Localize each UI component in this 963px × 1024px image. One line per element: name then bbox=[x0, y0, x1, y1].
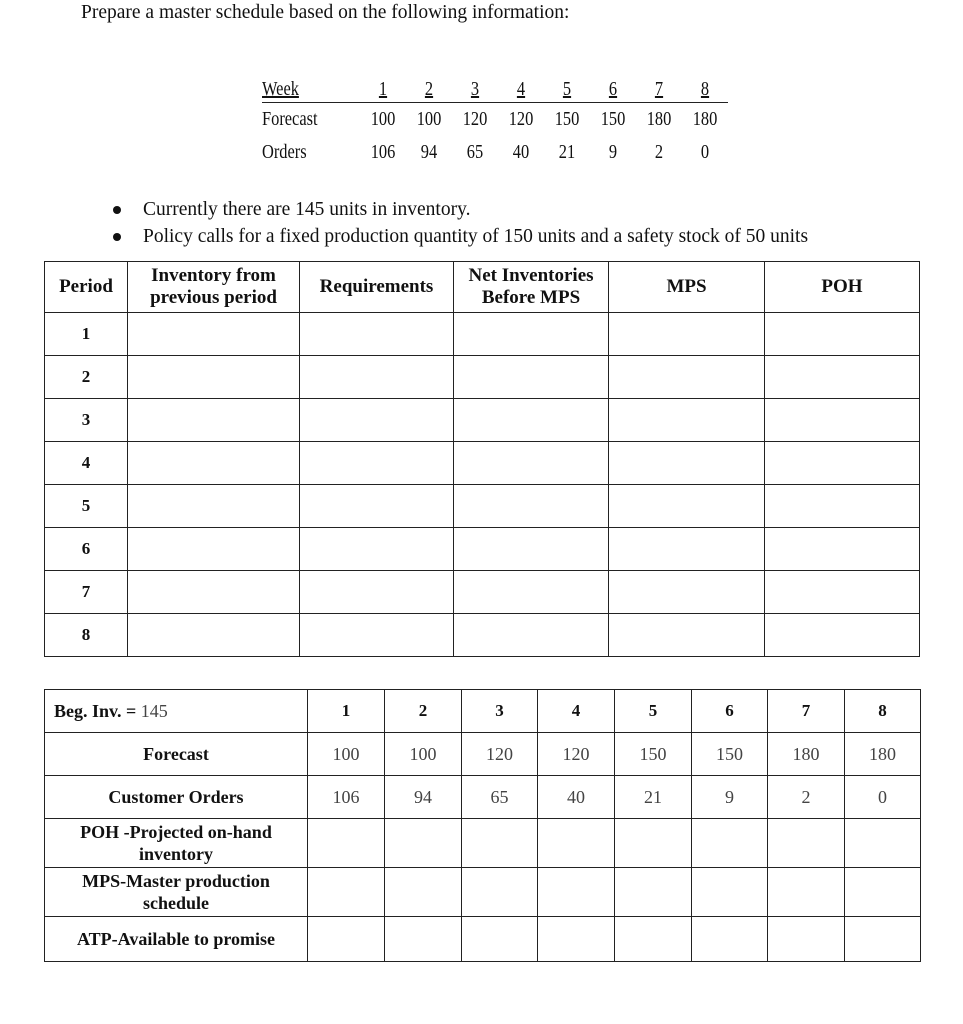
input-cell[interactable] bbox=[300, 399, 454, 442]
mps-mps-row bbox=[45, 868, 921, 917]
input-cell[interactable] bbox=[454, 313, 609, 356]
header-mps: MPS bbox=[609, 262, 765, 313]
given-orders-cell: 94 bbox=[420, 141, 438, 163]
input-cell[interactable] bbox=[308, 917, 385, 962]
header-net-line1: Net Inventories bbox=[468, 265, 594, 286]
header-requirements: Requirements bbox=[300, 262, 454, 313]
orders-cell: 40 bbox=[538, 776, 615, 819]
input-cell[interactable] bbox=[454, 485, 609, 528]
input-cell[interactable] bbox=[454, 571, 609, 614]
header-inventory-from-previous bbox=[128, 262, 300, 313]
input-cell[interactable] bbox=[538, 819, 615, 868]
worksheet-table bbox=[44, 261, 920, 657]
orders-cell: 21 bbox=[615, 776, 692, 819]
input-cell[interactable] bbox=[462, 917, 538, 962]
given-orders-cell: 40 bbox=[512, 141, 530, 163]
header-inv-line2: previous period bbox=[150, 287, 277, 308]
mps-week-row bbox=[45, 690, 921, 733]
input-cell[interactable] bbox=[765, 614, 920, 657]
poh-label-line1: POH -Projected on-hand bbox=[80, 822, 272, 842]
given-data-table bbox=[262, 74, 728, 169]
customer-orders-label: Customer Orders bbox=[45, 776, 308, 819]
given-week-row bbox=[262, 74, 728, 103]
input-cell[interactable] bbox=[385, 819, 462, 868]
worksheet-header-row bbox=[45, 262, 920, 313]
header-period: Period bbox=[45, 262, 128, 313]
mps-label-line1: MPS-Master production bbox=[82, 871, 270, 891]
forecast-cell: 100 bbox=[308, 733, 385, 776]
input-cell[interactable] bbox=[765, 399, 920, 442]
given-forecast-cell: 100 bbox=[416, 108, 442, 130]
input-cell[interactable] bbox=[385, 868, 462, 917]
input-cell[interactable] bbox=[454, 356, 609, 399]
forecast-cell: 150 bbox=[692, 733, 768, 776]
given-week-label: Week bbox=[262, 78, 299, 100]
notes-list bbox=[105, 196, 808, 250]
input-cell[interactable] bbox=[692, 917, 768, 962]
input-cell[interactable] bbox=[128, 399, 300, 442]
week-header-cell: 2 bbox=[385, 690, 462, 733]
period-cell: 7 bbox=[45, 571, 128, 614]
given-week-cell: 3 bbox=[470, 78, 480, 100]
given-orders-cell: 0 bbox=[700, 141, 710, 163]
week-header-cell: 7 bbox=[768, 690, 845, 733]
input-cell[interactable] bbox=[128, 571, 300, 614]
period-cell: 2 bbox=[45, 356, 128, 399]
week-header-cell: 3 bbox=[462, 690, 538, 733]
input-cell[interactable] bbox=[765, 571, 920, 614]
worksheet-row bbox=[45, 399, 920, 442]
input-cell[interactable] bbox=[615, 868, 692, 917]
given-week-cell: 5 bbox=[562, 78, 572, 100]
input-cell[interactable] bbox=[765, 442, 920, 485]
forecast-cell: 150 bbox=[615, 733, 692, 776]
input-cell[interactable] bbox=[765, 313, 920, 356]
forecast-cell: 120 bbox=[538, 733, 615, 776]
input-cell[interactable] bbox=[308, 819, 385, 868]
input-cell[interactable] bbox=[128, 313, 300, 356]
input-cell[interactable] bbox=[692, 868, 768, 917]
mps-label bbox=[45, 868, 308, 917]
given-orders-label: Orders bbox=[262, 141, 307, 163]
input-cell[interactable] bbox=[765, 356, 920, 399]
mps-poh-row bbox=[45, 819, 921, 868]
input-cell[interactable] bbox=[300, 485, 454, 528]
orders-cell: 94 bbox=[385, 776, 462, 819]
input-cell[interactable] bbox=[300, 571, 454, 614]
input-cell[interactable] bbox=[692, 819, 768, 868]
input-cell[interactable] bbox=[765, 528, 920, 571]
week-header-cell: 1 bbox=[308, 690, 385, 733]
input-cell[interactable] bbox=[128, 442, 300, 485]
given-week-cell: 7 bbox=[654, 78, 664, 100]
mps-atp-row bbox=[45, 917, 921, 962]
worksheet-row bbox=[45, 614, 920, 657]
given-forecast-label: Forecast bbox=[262, 108, 318, 130]
input-cell[interactable] bbox=[300, 528, 454, 571]
given-forecast-cell: 180 bbox=[692, 108, 718, 130]
worksheet-row bbox=[45, 442, 920, 485]
input-cell[interactable] bbox=[128, 614, 300, 657]
week-header-cell: 4 bbox=[538, 690, 615, 733]
worksheet-row bbox=[45, 485, 920, 528]
atp-label: ATP-Available to promise bbox=[45, 917, 308, 962]
input-cell[interactable] bbox=[538, 868, 615, 917]
input-cell[interactable] bbox=[615, 819, 692, 868]
input-cell[interactable] bbox=[128, 528, 300, 571]
input-cell[interactable] bbox=[462, 819, 538, 868]
input-cell[interactable] bbox=[609, 356, 765, 399]
input-cell[interactable] bbox=[454, 399, 609, 442]
input-cell[interactable] bbox=[308, 868, 385, 917]
header-net-inventories bbox=[454, 262, 609, 313]
given-forecast-cell: 150 bbox=[600, 108, 626, 130]
poh-label-line2: inventory bbox=[139, 844, 213, 864]
orders-cell: 2 bbox=[768, 776, 845, 819]
input-cell[interactable] bbox=[768, 868, 845, 917]
given-orders-cell: 2 bbox=[654, 141, 664, 163]
mps-label-line2: schedule bbox=[142, 893, 209, 913]
input-cell[interactable] bbox=[609, 571, 765, 614]
input-cell[interactable] bbox=[609, 485, 765, 528]
forecast-cell: 100 bbox=[385, 733, 462, 776]
input-cell[interactable] bbox=[300, 614, 454, 657]
orders-cell: 0 bbox=[845, 776, 921, 819]
worksheet-row bbox=[45, 571, 920, 614]
input-cell[interactable] bbox=[128, 485, 300, 528]
period-cell: 4 bbox=[45, 442, 128, 485]
input-cell[interactable] bbox=[538, 917, 615, 962]
given-week-cell: 6 bbox=[608, 78, 618, 100]
period-cell: 1 bbox=[45, 313, 128, 356]
given-forecast-cell: 180 bbox=[646, 108, 672, 130]
period-cell: 5 bbox=[45, 485, 128, 528]
period-cell: 3 bbox=[45, 399, 128, 442]
given-week-cell: 8 bbox=[700, 78, 710, 100]
given-orders-cell: 9 bbox=[608, 141, 618, 163]
given-orders-cell: 106 bbox=[370, 141, 396, 163]
input-cell[interactable] bbox=[609, 528, 765, 571]
mps-orders-row bbox=[45, 776, 921, 819]
given-forecast-row bbox=[262, 103, 728, 136]
mps-forecast-row bbox=[45, 733, 921, 776]
beg-inv-label: Beg. Inv. = bbox=[54, 700, 137, 721]
input-cell[interactable] bbox=[300, 313, 454, 356]
given-orders-cell: 65 bbox=[466, 141, 484, 163]
given-forecast-cell: 150 bbox=[554, 108, 580, 130]
header-net-line2: Before MPS bbox=[481, 287, 581, 308]
week-header-cell: 6 bbox=[692, 690, 768, 733]
week-header-cell: 8 bbox=[845, 690, 921, 733]
given-week-cell: 1 bbox=[378, 78, 388, 100]
note-inventory: Currently there are 145 units in inventory. bbox=[105, 196, 808, 223]
input-cell[interactable] bbox=[615, 917, 692, 962]
input-cell[interactable] bbox=[845, 917, 921, 962]
given-week-cell: 4 bbox=[516, 78, 526, 100]
header-inv-line1: Inventory from bbox=[151, 265, 276, 286]
given-forecast-cell: 120 bbox=[462, 108, 488, 130]
input-cell[interactable] bbox=[462, 868, 538, 917]
forecast-cell: 180 bbox=[768, 733, 845, 776]
orders-cell: 9 bbox=[692, 776, 768, 819]
forecast-cell: 180 bbox=[845, 733, 921, 776]
given-week-cell: 2 bbox=[424, 78, 434, 100]
period-cell: 8 bbox=[45, 614, 128, 657]
input-cell[interactable] bbox=[765, 485, 920, 528]
given-orders-row bbox=[262, 136, 728, 169]
forecast-label: Forecast bbox=[45, 733, 308, 776]
given-orders-cell: 21 bbox=[558, 141, 576, 163]
forecast-cell: 120 bbox=[462, 733, 538, 776]
input-cell[interactable] bbox=[609, 399, 765, 442]
beg-inv-value: 145 bbox=[140, 700, 168, 721]
given-forecast-cell: 100 bbox=[370, 108, 396, 130]
input-cell[interactable] bbox=[385, 917, 462, 962]
input-cell[interactable] bbox=[454, 614, 609, 657]
worksheet-row bbox=[45, 313, 920, 356]
input-cell[interactable] bbox=[300, 442, 454, 485]
note-policy: Policy calls for a fixed production quantity of 150 units and a safety stock of 50 units bbox=[105, 223, 808, 250]
input-cell[interactable] bbox=[454, 528, 609, 571]
input-cell[interactable] bbox=[768, 917, 845, 962]
orders-cell: 106 bbox=[308, 776, 385, 819]
input-cell[interactable] bbox=[845, 868, 921, 917]
page-title: Prepare a master schedule based on the following information: bbox=[81, 2, 570, 23]
input-cell[interactable] bbox=[300, 356, 454, 399]
input-cell[interactable] bbox=[768, 819, 845, 868]
beginning-inventory bbox=[45, 690, 308, 733]
worksheet-row bbox=[45, 528, 920, 571]
input-cell[interactable] bbox=[609, 614, 765, 657]
mps-atp-table bbox=[44, 689, 921, 962]
input-cell[interactable] bbox=[609, 442, 765, 485]
worksheet-row bbox=[45, 356, 920, 399]
orders-cell: 65 bbox=[462, 776, 538, 819]
input-cell[interactable] bbox=[128, 356, 300, 399]
header-poh: POH bbox=[765, 262, 920, 313]
week-header-cell: 5 bbox=[615, 690, 692, 733]
period-cell: 6 bbox=[45, 528, 128, 571]
given-forecast-cell: 120 bbox=[508, 108, 534, 130]
poh-label bbox=[45, 819, 308, 868]
input-cell[interactable] bbox=[609, 313, 765, 356]
input-cell[interactable] bbox=[845, 819, 921, 868]
input-cell[interactable] bbox=[454, 442, 609, 485]
